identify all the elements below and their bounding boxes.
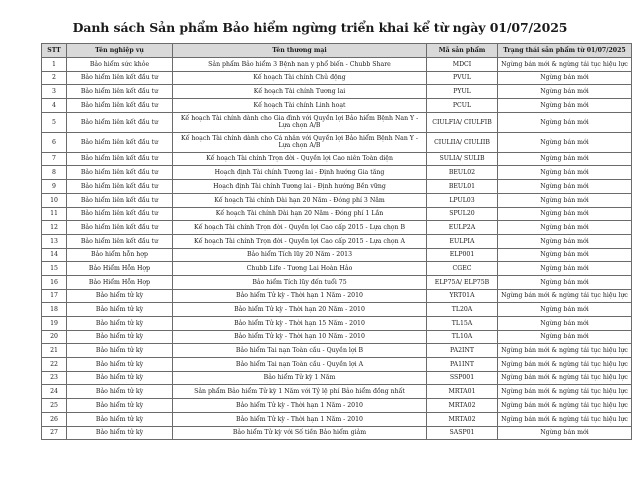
- cell-status: Ngừng bán mới: [498, 234, 632, 248]
- cell-product-code: CIULFIA/ CIULFIB: [427, 112, 498, 132]
- cell-status: Ngừng bán mới: [498, 71, 632, 85]
- header-stt: STT: [42, 44, 67, 58]
- cell-product-code: PVUL: [427, 71, 498, 85]
- table-row: [42, 275, 632, 289]
- cell-stt: 2: [42, 71, 67, 85]
- cell-stt: 27: [42, 426, 67, 440]
- cell-product-code: PA2INT: [427, 344, 498, 358]
- cell-status: Ngừng bán mới: [498, 330, 632, 344]
- cell-product-code: TL10A: [427, 330, 498, 344]
- cell-trade-name: Chubb Life - Tương Lai Hoàn Hảo: [173, 262, 427, 276]
- cell-product-code: LPUL03: [427, 193, 498, 207]
- cell-status: Ngừng bán mới: [498, 317, 632, 331]
- cell-stt: 21: [42, 344, 67, 358]
- cell-trade-name: Kế hoạch Tài chính Tương lai: [173, 85, 427, 99]
- table-body: [42, 58, 632, 440]
- cell-product-code: ELP001: [427, 248, 498, 262]
- cell-status: Ngừng bán mới: [498, 112, 632, 132]
- cell-product-code: CGEC: [427, 262, 498, 276]
- table-row: [42, 303, 632, 317]
- table-header: [42, 44, 632, 58]
- cell-product-code: SSP001: [427, 371, 498, 385]
- table-row: [42, 207, 632, 221]
- cell-status: Ngừng bán mới: [498, 166, 632, 180]
- cell-business-line: Bảo hiểm liên kết đầu tư: [67, 85, 173, 99]
- cell-stt: 14: [42, 248, 67, 262]
- cell-business-line: Bảo hiểm liên kết đầu tư: [67, 112, 173, 132]
- cell-status: Ngừng bán mới: [498, 275, 632, 289]
- cell-trade-name: Kế hoạch Tài chính Chủ động: [173, 71, 427, 85]
- cell-business-line: Bảo hiểm tử kỳ: [67, 426, 173, 440]
- cell-stt: 22: [42, 358, 67, 372]
- header-status: Trạng thái sản phẩm từ 01/07/2025: [498, 44, 632, 58]
- cell-status: Ngừng bán mới: [498, 193, 632, 207]
- cell-status: Ngừng bán mới: [498, 221, 632, 235]
- cell-stt: 10: [42, 193, 67, 207]
- cell-trade-name: Hoạch định Tài chính Tương lai - Định hướng Bền vững: [173, 180, 427, 194]
- cell-business-line: Bảo hiểm liên kết đầu tư: [67, 71, 173, 85]
- cell-status: Ngừng bán mới: [498, 180, 632, 194]
- cell-business-line: Bảo hiểm tử kỳ: [67, 289, 173, 303]
- cell-product-code: CIULIIA/ CIULIIB: [427, 132, 498, 152]
- cell-status: Ngừng bán mới: [498, 132, 632, 152]
- cell-status: Ngừng bán mới: [498, 85, 632, 99]
- cell-trade-name: Kế hoạch Tài chính Dài hạn 20 Năm - Đóng phí 1 Lần: [173, 207, 427, 221]
- cell-stt: 3: [42, 85, 67, 99]
- cell-stt: 8: [42, 166, 67, 180]
- cell-business-line: Bảo hiểm tử kỳ: [67, 330, 173, 344]
- products-table: [41, 43, 632, 440]
- cell-business-line: Bảo hiểm tử kỳ: [67, 317, 173, 331]
- cell-product-code: SULIA/ SULIB: [427, 152, 498, 166]
- cell-trade-name: Kế hoạch Tài chính Linh hoạt: [173, 99, 427, 113]
- cell-trade-name: Bảo hiểm Tử kỳ - Thời hạn 1 Năm - 2010: [173, 399, 427, 413]
- table-row: [42, 317, 632, 331]
- cell-trade-name: Bảo hiểm Tử kỳ - Thời hạn 15 Năm - 2010: [173, 317, 427, 331]
- cell-business-line: Bảo hiểm sức khỏe: [67, 58, 173, 72]
- table-row: [42, 262, 632, 276]
- cell-trade-name: Kế hoạch Tài chính Dài hạn 20 Năm - Đóng phí 3 Năm: [173, 193, 427, 207]
- table-row: [42, 344, 632, 358]
- cell-business-line: Bảo hiểm tử kỳ: [67, 303, 173, 317]
- cell-trade-name: Kế hoạch Tài chính dành cho Gia đình với Quyền lợi Bảo hiểm Bệnh Nan Y - Lựa chọn A/B: [173, 112, 427, 132]
- cell-trade-name: Kế hoạch Tài chính dành cho Cá nhân với Quyền lợi Bảo hiểm Bệnh Nan Y - Lựa chọn A/B: [173, 132, 427, 152]
- cell-stt: 19: [42, 317, 67, 331]
- cell-status: Ngừng bán mới & ngừng tái tục hiệu lực: [498, 371, 632, 385]
- cell-trade-name: Hoạch định Tài chính Tương lai - Định hướng Gia tăng: [173, 166, 427, 180]
- table-row: [42, 371, 632, 385]
- cell-stt: 24: [42, 385, 67, 399]
- cell-stt: 12: [42, 221, 67, 235]
- cell-product-code: SASP01: [427, 426, 498, 440]
- cell-stt: 26: [42, 412, 67, 426]
- cell-product-code: MDCI: [427, 58, 498, 72]
- cell-business-line: Bảo hiểm tử kỳ: [67, 399, 173, 413]
- cell-product-code: TL20A: [427, 303, 498, 317]
- table-row: [42, 248, 632, 262]
- cell-status: Ngừng bán mới & ngừng tái tục hiệu lực: [498, 358, 632, 372]
- cell-stt: 5: [42, 112, 67, 132]
- cell-trade-name: Kế hoạch Tài chính Trọn đời - Quyền lợi Cao niên Toàn diện: [173, 152, 427, 166]
- table-row: [42, 166, 632, 180]
- cell-trade-name: Sản phẩm Bảo hiểm Tử kỳ 1 Năm với Tỷ lệ phí Bảo hiểm đồng nhất: [173, 385, 427, 399]
- cell-product-code: MRTA01: [427, 385, 498, 399]
- cell-status: Ngừng bán mới: [498, 426, 632, 440]
- cell-product-code: BEUL02: [427, 166, 498, 180]
- header-row: [42, 44, 632, 58]
- cell-trade-name: Bảo hiểm Tử kỳ - Thời hạn 10 Năm - 2010: [173, 330, 427, 344]
- table-row: [42, 385, 632, 399]
- cell-status: Ngừng bán mới & ngừng tái tục hiệu lực: [498, 412, 632, 426]
- header-business-line: Tên nghiệp vụ: [67, 44, 173, 58]
- cell-stt: 11: [42, 207, 67, 221]
- cell-product-code: YRT01A: [427, 289, 498, 303]
- cell-status: Ngừng bán mới & ngừng tái tục hiệu lực: [498, 344, 632, 358]
- table-row: [42, 180, 632, 194]
- cell-stt: 15: [42, 262, 67, 276]
- cell-business-line: Bảo hiểm liên kết đầu tư: [67, 152, 173, 166]
- cell-stt: 9: [42, 180, 67, 194]
- header-trade-name: Tên thương mại: [173, 44, 427, 58]
- cell-stt: 1: [42, 58, 67, 72]
- cell-business-line: Bảo hiểm liên kết đầu tư: [67, 99, 173, 113]
- table-row: [42, 85, 632, 99]
- cell-status: Ngừng bán mới: [498, 262, 632, 276]
- cell-stt: 16: [42, 275, 67, 289]
- cell-business-line: Bảo hiểm hỗn hợp: [67, 248, 173, 262]
- cell-product-code: PCUL: [427, 99, 498, 113]
- cell-product-code: PYUL: [427, 85, 498, 99]
- cell-stt: 7: [42, 152, 67, 166]
- cell-business-line: Bảo hiểm liên kết đầu tư: [67, 132, 173, 152]
- cell-business-line: Bảo Hiểm Hỗn Hợp: [67, 262, 173, 276]
- cell-business-line: Bảo hiểm liên kết đầu tư: [67, 166, 173, 180]
- cell-product-code: BEUL01: [427, 180, 498, 194]
- cell-trade-name: Kế hoạch Tài chính Trọn đời - Quyền lợi Cao cấp 2015 - Lựa chọn B: [173, 221, 427, 235]
- cell-status: Ngừng bán mới: [498, 207, 632, 221]
- cell-stt: 17: [42, 289, 67, 303]
- cell-trade-name: Bảo hiểm Tích lũy 20 Năm - 2013: [173, 248, 427, 262]
- table-row: [42, 358, 632, 372]
- cell-trade-name: Sản phẩm Bảo hiểm 3 Bệnh nan y phổ biến - Chubb Share: [173, 58, 427, 72]
- cell-status: Ngừng bán mới & ngừng tái tục hiệu lực: [498, 289, 632, 303]
- table-row: [42, 399, 632, 413]
- cell-product-code: MRTA02: [427, 412, 498, 426]
- cell-stt: 4: [42, 99, 67, 113]
- cell-status: Ngừng bán mới: [498, 248, 632, 262]
- table-row: [42, 330, 632, 344]
- table-row: [42, 426, 632, 440]
- table-row: [42, 99, 632, 113]
- table-row: [42, 132, 632, 152]
- cell-business-line: Bảo hiểm tử kỳ: [67, 371, 173, 385]
- cell-stt: 18: [42, 303, 67, 317]
- cell-product-code: MRTA02: [427, 399, 498, 413]
- cell-business-line: Bảo hiểm liên kết đầu tư: [67, 207, 173, 221]
- cell-business-line: Bảo hiểm tử kỳ: [67, 412, 173, 426]
- page-title: Danh sách Sản phẩm Bảo hiểm ngừng triển khai kể từ ngày 01/07/2025: [72, 20, 568, 35]
- table-row: [42, 58, 632, 72]
- cell-stt: 25: [42, 399, 67, 413]
- table-row: [42, 193, 632, 207]
- cell-trade-name: Bảo hiểm Tai nạn Toàn cầu - Quyền lợi A: [173, 358, 427, 372]
- cell-product-code: TL15A: [427, 317, 498, 331]
- cell-product-code: PA1INT: [427, 358, 498, 372]
- cell-trade-name: Bảo hiểm Tử kỳ - Thời hạn 1 Năm - 2010: [173, 289, 427, 303]
- table-row: [42, 221, 632, 235]
- cell-stt: 20: [42, 330, 67, 344]
- table-row: [42, 71, 632, 85]
- cell-business-line: Bảo Hiểm Hỗn Hợp: [67, 275, 173, 289]
- cell-product-code: EULP2A: [427, 221, 498, 235]
- cell-business-line: Bảo hiểm tử kỳ: [67, 358, 173, 372]
- cell-business-line: Bảo hiểm tử kỳ: [67, 344, 173, 358]
- cell-trade-name: Kế hoạch Tài chính Trọn đời - Quyền lợi Cao cấp 2015 - Lựa chọn A: [173, 234, 427, 248]
- cell-trade-name: Bảo hiểm Tử kỳ với Số tiền Bảo hiểm giảm: [173, 426, 427, 440]
- cell-status: Ngừng bán mới & ngừng tái tục hiệu lực: [498, 58, 632, 72]
- cell-stt: 23: [42, 371, 67, 385]
- cell-status: Ngừng bán mới & ngừng tái tục hiệu lực: [498, 385, 632, 399]
- cell-business-line: Bảo hiểm liên kết đầu tư: [67, 180, 173, 194]
- table-row: [42, 152, 632, 166]
- cell-product-code: ELP75A/ ELP75B: [427, 275, 498, 289]
- cell-status: Ngừng bán mới: [498, 152, 632, 166]
- table-row: [42, 412, 632, 426]
- cell-business-line: Bảo hiểm tử kỳ: [67, 385, 173, 399]
- header-product-code: Mã sản phẩm: [427, 44, 498, 58]
- cell-trade-name: Bảo hiểm Tử kỳ - Thời hạn 20 Năm - 2010: [173, 303, 427, 317]
- table-row: [42, 112, 632, 132]
- cell-status: Ngừng bán mới: [498, 303, 632, 317]
- cell-business-line: Bảo hiểm liên kết đầu tư: [67, 193, 173, 207]
- cell-product-code: SPUL20: [427, 207, 498, 221]
- cell-status: Ngừng bán mới & ngừng tái tục hiệu lực: [498, 399, 632, 413]
- cell-business-line: Bảo hiểm liên kết đầu tư: [67, 234, 173, 248]
- cell-stt: 6: [42, 132, 67, 152]
- cell-trade-name: Bảo hiểm Tai nạn Toàn cầu - Quyền lợi B: [173, 344, 427, 358]
- cell-trade-name: Bảo hiểm Tử kỳ - Thời hạn 1 Năm - 2010: [173, 412, 427, 426]
- table-row: [42, 289, 632, 303]
- table-row: [42, 234, 632, 248]
- cell-trade-name: Bảo hiểm Tử kỳ 1 Năm: [173, 371, 427, 385]
- cell-product-code: EULPIA: [427, 234, 498, 248]
- cell-business-line: Bảo hiểm liên kết đầu tư: [67, 221, 173, 235]
- cell-trade-name: Bảo hiểm Tích lũy đến tuổi 75: [173, 275, 427, 289]
- cell-stt: 13: [42, 234, 67, 248]
- cell-status: Ngừng bán mới: [498, 99, 632, 113]
